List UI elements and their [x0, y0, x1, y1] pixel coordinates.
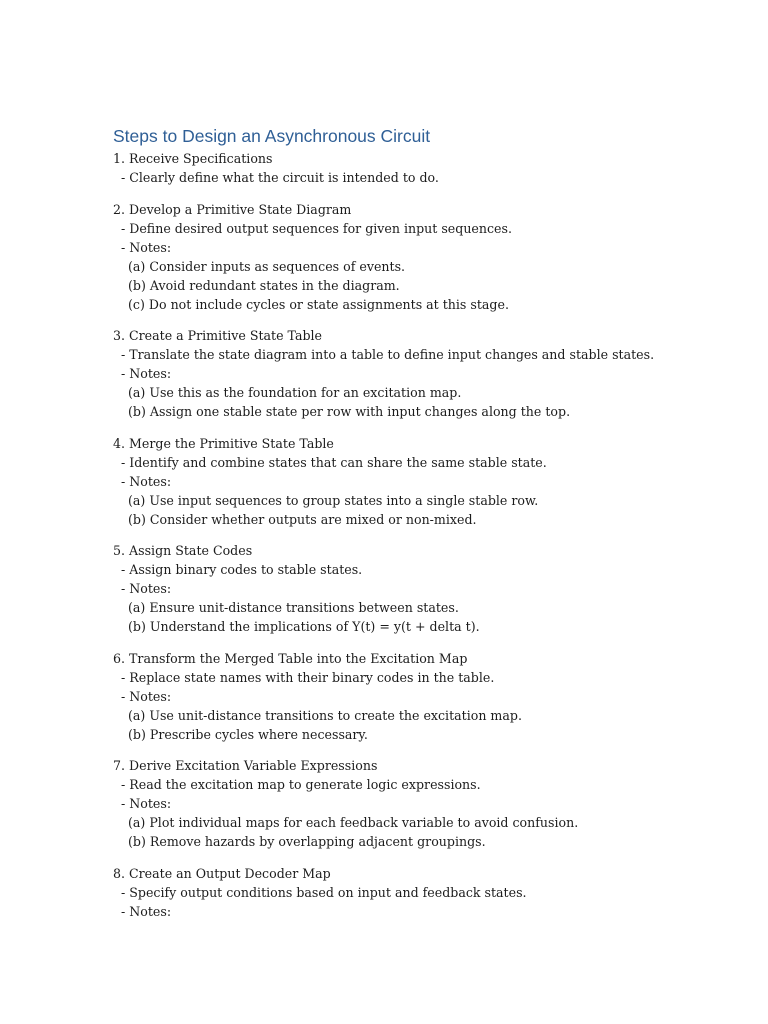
step-1-description: - Clearly define what the circuit is intended to do. — [121, 170, 439, 185]
step-3-description: - Translate the state diagram into a table to define input changes and stable states. — [121, 347, 655, 362]
step-2-note-c: (c) Do not include cycles or state assignments at this stage. — [128, 296, 509, 312]
step-7-note-a: (a) Plot individual maps for each feedback variable to avoid confusion. — [128, 815, 579, 830]
step-5-section — [113, 541, 733, 636]
step-3-notes-label: - Notes: — [121, 366, 172, 381]
step-8-description: - Specify output conditions based on input and feedback states. — [121, 884, 527, 900]
document-title: Steps to Design an Asynchronous Circuit — [113, 126, 431, 146]
step-6-description: - Replace state names with their binary codes in the table. — [121, 669, 495, 685]
step-4-note-a: (a) Use input sequences to group states into a single stable row. — [128, 492, 539, 508]
step-3-heading: 3. Create a Primitive State Table — [113, 328, 323, 343]
step-4-notes-label: - Notes: — [121, 473, 172, 489]
step-2-heading: 2. Develop a Primitive State Diagram — [113, 201, 352, 217]
step-7-note-b: (b) Remove hazards by overlapping adjacent groupings. — [128, 834, 486, 849]
step-7-description: - Read the excitation map to generate logic expressions. — [121, 777, 481, 792]
step-3-note-b: (b) Assign one stable state per row with input changes along the top. — [128, 404, 571, 419]
step-6-notes-label: - Notes: — [121, 688, 172, 704]
step-4-description: - Identify and combine states that can share the same stable state. — [121, 454, 547, 470]
step-4-heading: 4. Merge the Primitive State Table — [113, 435, 334, 451]
step-4-note-b: (b) Consider whether outputs are mixed or non-mixed. — [128, 511, 477, 527]
step-3-section — [113, 326, 733, 421]
step-2-note-b: (b) Avoid redundant states in the diagram. — [128, 277, 400, 293]
step-5-note-b: (b) Understand the implications of Y(t) = y(t + delta t). — [128, 619, 480, 634]
step-7-heading: 7. Derive Excitation Variable Expressions — [113, 758, 378, 773]
step-5-note-a: (a) Ensure unit-distance transitions between states. — [128, 600, 459, 615]
document-body — [113, 124, 733, 933]
step-5-notes-label: - Notes: — [121, 581, 172, 596]
step-3-note-a: (a) Use this as the foundation for an excitation map. — [128, 385, 462, 400]
step-6-note-a: (a) Use unit-distance transitions to create the excitation map. — [128, 707, 522, 723]
step-4-section — [113, 434, 733, 529]
step-1-section — [113, 149, 733, 187]
step-2-note-a: (a) Consider inputs as sequences of events. — [128, 258, 406, 274]
step-2-notes-label: - Notes: — [121, 239, 172, 255]
step-6-note-b: (b) Prescribe cycles where necessary. — [128, 726, 368, 742]
step-8-notes-label: - Notes: — [121, 903, 172, 919]
step-5-description: - Assign binary codes to stable states. — [121, 562, 363, 577]
step-6-section — [113, 649, 733, 744]
step-1-heading: 1. Receive Specifications — [113, 151, 273, 166]
step-7-notes-label: - Notes: — [121, 796, 172, 811]
step-2-section — [113, 200, 733, 314]
step-7-section — [113, 756, 733, 851]
step-2-description: - Define desired output sequences for given input sequences. — [121, 220, 512, 236]
step-6-heading: 6. Transform the Merged Table into the Excitation Map — [113, 650, 468, 666]
step-5-heading: 5. Assign State Codes — [113, 543, 253, 558]
step-8-heading: 8. Create an Output Decoder Map — [113, 865, 331, 881]
step-8-section — [113, 864, 733, 921]
